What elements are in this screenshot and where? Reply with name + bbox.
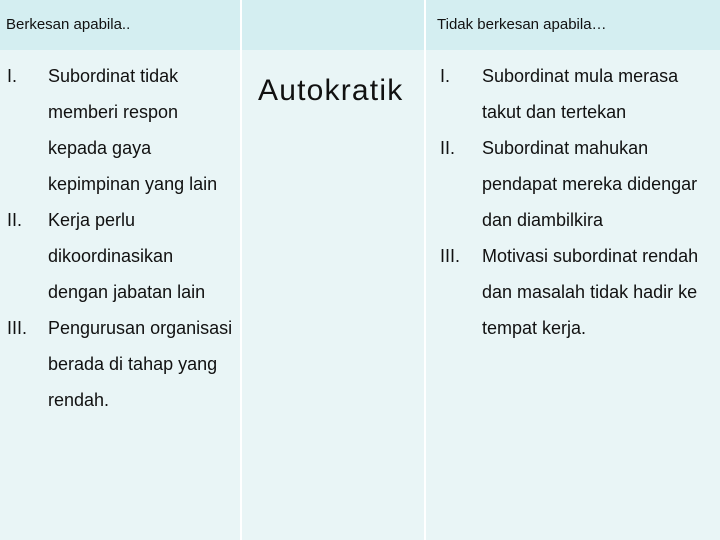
- right-column-cell: [426, 50, 720, 540]
- list-item: [440, 238, 720, 346]
- tidak-berkesan-list: [440, 58, 720, 346]
- header-middle: [242, 0, 424, 50]
- list-item: [7, 58, 238, 202]
- list-item-number: III.: [7, 318, 28, 338]
- list-item-number: I.: [7, 66, 18, 86]
- header-tidak-berkesan: [426, 0, 720, 50]
- header-berkesan: [0, 0, 240, 50]
- list-item-text: Subordinat mahukan pendapat mereka didengar dan diambilkira: [482, 138, 698, 230]
- list-item-number: I.: [440, 66, 451, 86]
- list-item-number: II.: [440, 138, 456, 158]
- list-item-text: Motivasi subordinat rendah dan masalah tidak hadir ke tempat kerja.: [482, 246, 699, 338]
- list-item-text: Pengurusan organisasi berada di tahap yang rendah.: [48, 318, 233, 410]
- list-item-text: Subordinat mula merasa takut dan tertekan: [482, 66, 679, 122]
- list-item: [7, 310, 238, 418]
- list-item: [7, 202, 238, 310]
- header-tidak-berkesan-label: Tidak berkesan apabila…: [437, 16, 607, 33]
- leadership-style-title: Autokratik: [258, 74, 404, 107]
- left-column-cell: [0, 50, 240, 540]
- middle-column-cell: [242, 50, 424, 540]
- berkesan-list: [7, 58, 238, 418]
- list-item-text: Subordinat tidak memberi respon kepada gaya kepimpinan yang lain: [48, 66, 218, 194]
- list-item-text: Kerja perlu dikoordinasikan dengan jabatan lain: [48, 210, 206, 302]
- list-item: [440, 130, 720, 238]
- list-item-number: II.: [7, 210, 23, 230]
- list-item-number: III.: [440, 246, 461, 266]
- header-berkesan-label: Berkesan apabila..: [6, 16, 131, 33]
- list-item: [440, 58, 720, 130]
